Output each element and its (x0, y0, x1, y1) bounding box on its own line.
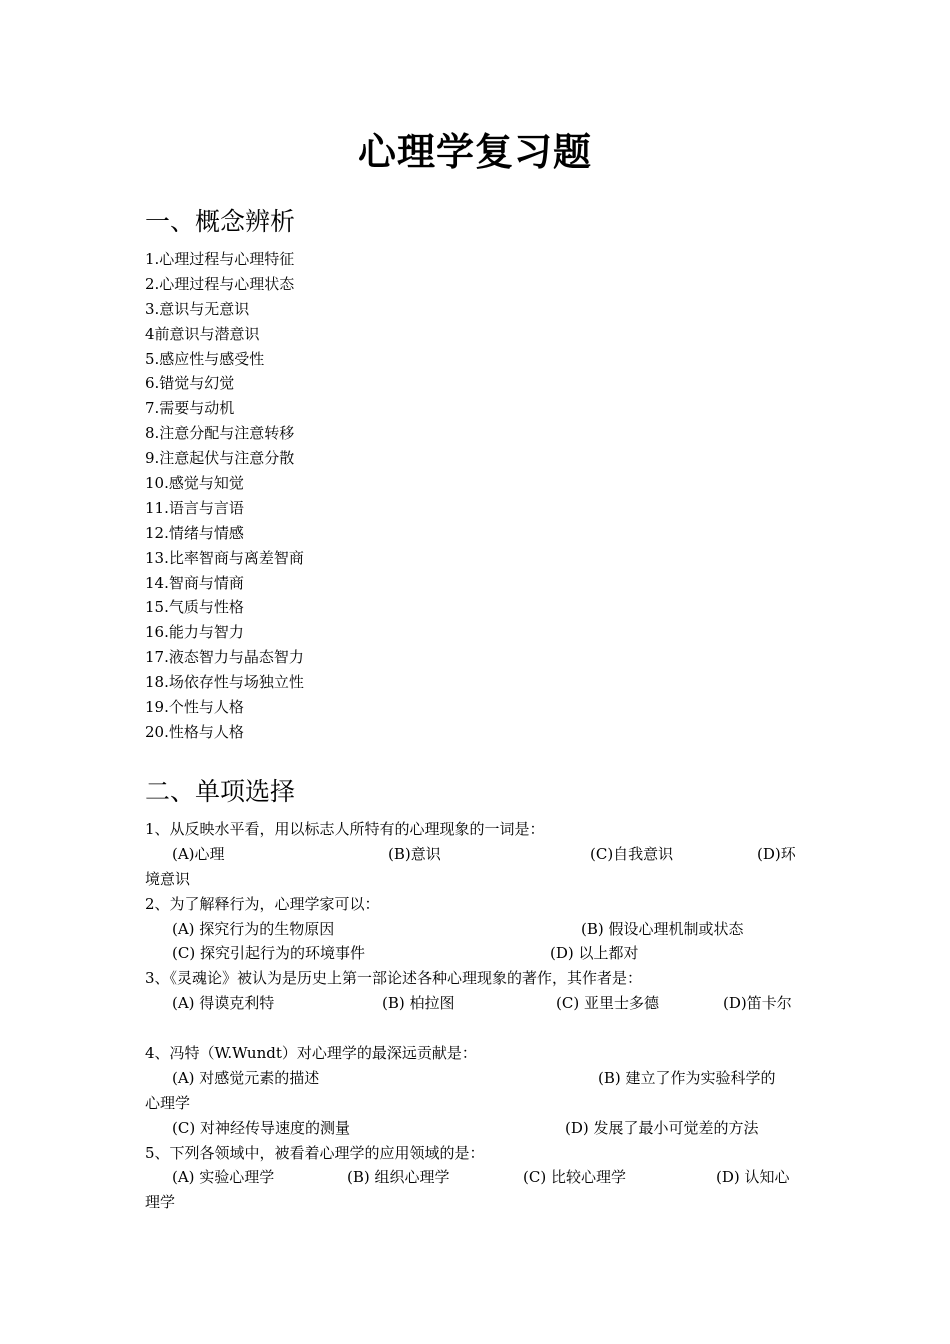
option-c: (C) 比较心理学 (523, 1168, 626, 1187)
list-item: 8.注意分配与注意转移 (145, 424, 295, 443)
option-b: (B) 建立了作为实验科学的 (598, 1068, 776, 1087)
option-b: (B)意识 (388, 844, 441, 863)
list-item: 14.智商与情商 (145, 573, 244, 592)
question-2-options-row1 (145, 917, 800, 942)
list-item: 3.意识与无意识 (145, 299, 250, 318)
list-item: 5.感应性与感受性 (145, 349, 265, 368)
list-item: 12.情绪与情感 (145, 523, 244, 542)
list-item: 13.比率智商与离差智商 (145, 548, 304, 567)
question-3-options (145, 991, 800, 1016)
option-wrap: 心理学 (145, 1093, 191, 1112)
question-3-stem (145, 966, 800, 991)
blank-line (145, 1016, 800, 1041)
question-5-options (145, 1165, 800, 1190)
option-d: (D) 发展了最小可觉差的方法 (565, 1118, 759, 1137)
document-title: 心理学复习题 (357, 130, 592, 174)
option-d: (D) 认知心 (716, 1168, 790, 1187)
question-1-options (145, 842, 800, 867)
question-1-stem (145, 817, 800, 842)
question-stem: 4、冯特（W.Wundt）对心理学的最深远贡献是： (145, 1044, 477, 1063)
section-heading-concepts: 一、概念辨析 (145, 207, 296, 236)
list-item: 2.心理过程与心理状态 (145, 274, 295, 293)
option-d: (D) 以上都对 (550, 944, 639, 963)
question-stem: 5、下列各领域中，被看着心理学的应用领域的是： (145, 1143, 485, 1162)
question-4-wrap (145, 1091, 800, 1116)
question-stem: 2、为了解释行为，心理学家可以： (145, 894, 380, 913)
multiple-choice-section (145, 817, 800, 1215)
question-2-options-row2 (145, 941, 800, 966)
question-4-options-row2 (145, 1116, 800, 1141)
option-b: (B) 假设心理机制或状态 (581, 919, 744, 938)
option-c: (C) 探究引起行为的环境事件 (172, 944, 365, 963)
question-5-stem (145, 1141, 800, 1166)
option-a: (A) 实验心理学 (172, 1168, 275, 1187)
list-item: 16.能力与智力 (145, 623, 244, 642)
list-item: 6.错觉与幻觉 (145, 374, 235, 393)
question-2-stem (145, 892, 800, 917)
list-item: 9.注意起伏与注意分散 (145, 449, 295, 468)
question-4-stem (145, 1041, 800, 1066)
list-item: 20.性格与人格 (145, 722, 244, 741)
list-item: 1.心理过程与心理特征 (145, 250, 295, 268)
question-5-wrap (145, 1190, 800, 1215)
concept-list (145, 247, 304, 745)
option-b: (B) 组织心理学 (347, 1168, 450, 1187)
section-heading-single-choice: 二、单项选择 (145, 777, 296, 806)
option-b: (B) 柏拉图 (382, 994, 455, 1013)
list-item: 19.个性与人格 (145, 698, 244, 717)
list-item: 4前意识与潜意识 (145, 324, 260, 343)
option-a: (A) 得谟克利特 (172, 994, 275, 1013)
list-item: 18.场依存性与场独立性 (145, 673, 304, 692)
option-a: (A)心理 (172, 844, 225, 863)
question-stem: 3、《灵魂论》被认为是历史上第一部论述各种心理现象的著作，其作者是： (145, 969, 643, 988)
list-item: 15.气质与性格 (145, 598, 244, 617)
option-a: (A) 探究行为的生物原因 (172, 919, 335, 938)
option-a: (A) 对感觉元素的描述 (172, 1068, 320, 1087)
list-item: 7.需要与动机 (145, 399, 235, 418)
question-4-options-row1 (145, 1066, 800, 1091)
option-c: (C)自我意识 (590, 844, 674, 863)
option-d: (D)笛卡尔 (723, 994, 792, 1013)
question-1-wrap (145, 867, 800, 892)
list-item: 17.液态智力与晶态智力 (145, 648, 304, 667)
option-d: (D)环 (757, 844, 796, 863)
list-item: 11.语言与言语 (145, 498, 244, 517)
option-c: (C) 亚里士多德 (556, 994, 659, 1013)
question-stem: 1、从反映水平看，用以标志人所特有的心理现象的一词是： (145, 820, 545, 838)
option-wrap: 境意识 (145, 869, 191, 888)
option-c: (C) 对神经传导速度的测量 (172, 1118, 350, 1137)
option-wrap: 理学 (145, 1193, 176, 1212)
list-item: 10.感觉与知觉 (145, 474, 244, 493)
